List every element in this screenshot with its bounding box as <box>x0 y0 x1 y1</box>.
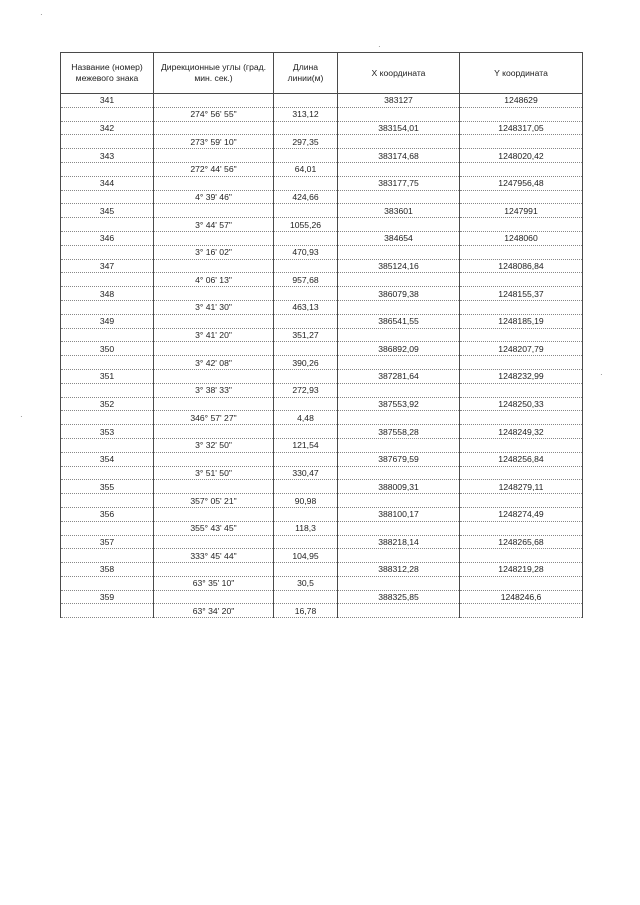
empty-cell <box>274 121 338 135</box>
mark-name-cell: 354 <box>61 452 154 466</box>
line-length-cell: 330,47 <box>274 466 338 480</box>
empty-cell <box>61 190 154 204</box>
empty-cell <box>61 273 154 287</box>
empty-cell <box>460 549 583 563</box>
mark-name-cell: 355 <box>61 480 154 494</box>
line-length-cell: 90,98 <box>274 494 338 508</box>
empty-cell <box>460 466 583 480</box>
empty-cell <box>460 162 583 176</box>
line-length-cell: 351,27 <box>274 328 338 342</box>
table-row-point <box>61 535 583 549</box>
empty-cell <box>338 466 460 480</box>
scan-speck: · <box>20 412 23 421</box>
empty-cell <box>338 300 460 314</box>
direction-angle-cell: 3° 44' 57" <box>154 218 274 232</box>
table-row-point <box>61 425 583 439</box>
y-coordinate-cell: 1248232,99 <box>460 369 583 383</box>
x-coordinate-cell: 384654 <box>338 231 460 245</box>
empty-cell <box>460 576 583 590</box>
direction-angle-cell: 3° 41' 30" <box>154 300 274 314</box>
x-coordinate-cell: 383174,68 <box>338 149 460 163</box>
table-row-point <box>61 176 583 190</box>
x-coordinate-cell: 383601 <box>338 204 460 218</box>
scan-speck: · <box>378 42 381 51</box>
empty-cell <box>274 176 338 190</box>
empty-cell <box>338 245 460 259</box>
mark-name-cell: 343 <box>61 149 154 163</box>
table-row-point <box>61 590 583 604</box>
table-row-point <box>61 287 583 301</box>
empty-cell <box>338 438 460 452</box>
table-row-point <box>61 480 583 494</box>
empty-cell <box>460 438 583 452</box>
y-coordinate-cell: 1247991 <box>460 204 583 218</box>
empty-cell <box>460 521 583 535</box>
empty-cell <box>274 259 338 273</box>
table-row-segment <box>61 162 583 176</box>
empty-cell <box>460 300 583 314</box>
table-row-point <box>61 507 583 521</box>
table-body <box>61 94 583 618</box>
mark-name-cell: 350 <box>61 342 154 356</box>
direction-angle-cell: 355° 43' 45" <box>154 521 274 535</box>
empty-cell <box>338 162 460 176</box>
mark-name-cell: 342 <box>61 121 154 135</box>
empty-cell <box>154 480 274 494</box>
table-row-segment <box>61 411 583 425</box>
empty-cell <box>338 107 460 121</box>
empty-cell <box>460 135 583 149</box>
empty-cell <box>460 494 583 508</box>
mark-name-cell: 358 <box>61 563 154 577</box>
table-row-segment <box>61 466 583 480</box>
empty-cell <box>154 314 274 328</box>
y-coordinate-cell: 1248155,37 <box>460 287 583 301</box>
table-row-segment <box>61 190 583 204</box>
table-row-segment <box>61 356 583 370</box>
table-row-point <box>61 149 583 163</box>
empty-cell <box>61 107 154 121</box>
line-length-cell: 470,93 <box>274 245 338 259</box>
empty-cell <box>274 149 338 163</box>
empty-cell <box>61 466 154 480</box>
empty-cell <box>61 494 154 508</box>
x-coordinate-cell: 385124,16 <box>338 259 460 273</box>
direction-angle-cell: 3° 32' 50" <box>154 438 274 452</box>
x-coordinate-cell: 388009,31 <box>338 480 460 494</box>
empty-cell <box>61 411 154 425</box>
header-x-coordinate: X координата <box>338 53 460 94</box>
line-length-cell: 390,26 <box>274 356 338 370</box>
empty-cell <box>338 576 460 590</box>
empty-cell <box>274 342 338 356</box>
empty-cell <box>460 245 583 259</box>
header-direction-angle: Дирекционные углы (град. мин. сек.) <box>154 53 274 94</box>
empty-cell <box>338 190 460 204</box>
direction-angle-cell: 3° 41' 20" <box>154 328 274 342</box>
x-coordinate-cell: 388218,14 <box>338 535 460 549</box>
survey-coordinates-table <box>60 52 583 618</box>
y-coordinate-cell: 1248250,33 <box>460 397 583 411</box>
table-row-point <box>61 369 583 383</box>
direction-angle-cell: 3° 51' 50" <box>154 466 274 480</box>
empty-cell <box>154 535 274 549</box>
empty-cell <box>154 231 274 245</box>
table-row-segment <box>61 576 583 590</box>
empty-cell <box>61 328 154 342</box>
direction-angle-cell: 333° 45' 44" <box>154 549 274 563</box>
direction-angle-cell: 3° 38' 33" <box>154 383 274 397</box>
x-coordinate-cell: 387679,59 <box>338 452 460 466</box>
header-line-length: Длина линии(м) <box>274 53 338 94</box>
y-coordinate-cell: 1248274,49 <box>460 507 583 521</box>
table-row-point <box>61 231 583 245</box>
empty-cell <box>61 521 154 535</box>
line-length-cell: 16,78 <box>274 604 338 618</box>
x-coordinate-cell: 386892,09 <box>338 342 460 356</box>
line-length-cell: 313,12 <box>274 107 338 121</box>
empty-cell <box>274 507 338 521</box>
table-row-point <box>61 259 583 273</box>
mark-name-cell: 341 <box>61 94 154 108</box>
empty-cell <box>61 604 154 618</box>
scan-speck: · <box>40 10 43 19</box>
empty-cell <box>338 411 460 425</box>
line-length-cell: 64,01 <box>274 162 338 176</box>
empty-cell <box>61 356 154 370</box>
table-row-segment <box>61 218 583 232</box>
line-length-cell: 272,93 <box>274 383 338 397</box>
x-coordinate-cell: 387281,64 <box>338 369 460 383</box>
table-header-row <box>61 53 583 94</box>
table-row-point <box>61 563 583 577</box>
table-row-point <box>61 204 583 218</box>
table-row-segment <box>61 383 583 397</box>
line-length-cell: 30,5 <box>274 576 338 590</box>
direction-angle-cell: 357° 05' 21" <box>154 494 274 508</box>
x-coordinate-cell: 388312,28 <box>338 563 460 577</box>
table-row-segment <box>61 604 583 618</box>
y-coordinate-cell: 1248219,28 <box>460 563 583 577</box>
mark-name-cell: 359 <box>61 590 154 604</box>
table-row-point <box>61 121 583 135</box>
direction-angle-cell: 274° 56' 55" <box>154 107 274 121</box>
y-coordinate-cell: 1248185,19 <box>460 314 583 328</box>
empty-cell <box>338 521 460 535</box>
line-length-cell: 121,54 <box>274 438 338 452</box>
empty-cell <box>274 590 338 604</box>
table-row-segment <box>61 521 583 535</box>
empty-cell <box>338 604 460 618</box>
y-coordinate-cell: 1248060 <box>460 231 583 245</box>
empty-cell <box>460 411 583 425</box>
empty-cell <box>460 328 583 342</box>
empty-cell <box>154 204 274 218</box>
table-row-segment <box>61 300 583 314</box>
x-coordinate-cell: 386079,38 <box>338 287 460 301</box>
line-length-cell: 1055,26 <box>274 218 338 232</box>
line-length-cell: 424,66 <box>274 190 338 204</box>
empty-cell <box>154 452 274 466</box>
empty-cell <box>274 563 338 577</box>
y-coordinate-cell: 1248279,11 <box>460 480 583 494</box>
empty-cell <box>338 135 460 149</box>
empty-cell <box>274 535 338 549</box>
mark-name-cell: 356 <box>61 507 154 521</box>
mark-name-cell: 344 <box>61 176 154 190</box>
empty-cell <box>338 494 460 508</box>
x-coordinate-cell: 383154,01 <box>338 121 460 135</box>
empty-cell <box>274 231 338 245</box>
line-length-cell: 957,68 <box>274 273 338 287</box>
direction-angle-cell: 63° 34' 20" <box>154 604 274 618</box>
x-coordinate-cell: 388100,17 <box>338 507 460 521</box>
x-coordinate-cell: 383177,75 <box>338 176 460 190</box>
empty-cell <box>61 549 154 563</box>
empty-cell <box>274 287 338 301</box>
table-row-segment <box>61 549 583 563</box>
x-coordinate-cell: 387558,28 <box>338 425 460 439</box>
line-length-cell: 118,3 <box>274 521 338 535</box>
header-mark-name: Название (номер) межевого знака <box>61 53 154 94</box>
empty-cell <box>154 259 274 273</box>
direction-angle-cell: 272° 44' 56" <box>154 162 274 176</box>
empty-cell <box>338 273 460 287</box>
table-row-segment <box>61 494 583 508</box>
empty-cell <box>61 245 154 259</box>
empty-cell <box>61 300 154 314</box>
y-coordinate-cell: 1248246,6 <box>460 590 583 604</box>
empty-cell <box>274 480 338 494</box>
empty-cell <box>154 342 274 356</box>
empty-cell <box>154 121 274 135</box>
empty-cell <box>274 425 338 439</box>
mark-name-cell: 346 <box>61 231 154 245</box>
y-coordinate-cell: 1248020,42 <box>460 149 583 163</box>
y-coordinate-cell: 1248317,05 <box>460 121 583 135</box>
x-coordinate-cell: 387553,92 <box>338 397 460 411</box>
empty-cell <box>274 94 338 108</box>
mark-name-cell: 347 <box>61 259 154 273</box>
empty-cell <box>460 604 583 618</box>
empty-cell <box>154 590 274 604</box>
table-row-segment <box>61 107 583 121</box>
empty-cell <box>61 218 154 232</box>
empty-cell <box>154 425 274 439</box>
header-y-coordinate: Y координата <box>460 53 583 94</box>
y-coordinate-cell: 1247956,48 <box>460 176 583 190</box>
empty-cell <box>154 507 274 521</box>
empty-cell <box>154 369 274 383</box>
x-coordinate-cell: 388325,85 <box>338 590 460 604</box>
x-coordinate-cell: 383127 <box>338 94 460 108</box>
empty-cell <box>61 438 154 452</box>
mark-name-cell: 352 <box>61 397 154 411</box>
table-row-segment <box>61 245 583 259</box>
scan-speck: · <box>600 370 603 379</box>
empty-cell <box>154 397 274 411</box>
line-length-cell: 297,35 <box>274 135 338 149</box>
y-coordinate-cell: 1248249,32 <box>460 425 583 439</box>
y-coordinate-cell: 1248086,84 <box>460 259 583 273</box>
line-length-cell: 4,48 <box>274 411 338 425</box>
line-length-cell: 463,13 <box>274 300 338 314</box>
empty-cell <box>460 356 583 370</box>
mark-name-cell: 349 <box>61 314 154 328</box>
y-coordinate-cell: 1248629 <box>460 94 583 108</box>
table-row-point <box>61 452 583 466</box>
direction-angle-cell: 4° 39' 46" <box>154 190 274 204</box>
empty-cell <box>338 549 460 563</box>
direction-angle-cell: 63° 35' 10" <box>154 576 274 590</box>
y-coordinate-cell: 1248256,84 <box>460 452 583 466</box>
table-row-segment <box>61 135 583 149</box>
mark-name-cell: 357 <box>61 535 154 549</box>
empty-cell <box>61 135 154 149</box>
empty-cell <box>460 107 583 121</box>
y-coordinate-cell: 1248265,68 <box>460 535 583 549</box>
empty-cell <box>460 383 583 397</box>
mark-name-cell: 348 <box>61 287 154 301</box>
mark-name-cell: 351 <box>61 369 154 383</box>
empty-cell <box>338 383 460 397</box>
empty-cell <box>154 176 274 190</box>
table-row-segment <box>61 328 583 342</box>
table-row-point <box>61 397 583 411</box>
empty-cell <box>154 149 274 163</box>
empty-cell <box>460 273 583 287</box>
direction-angle-cell: 4° 06' 13" <box>154 273 274 287</box>
empty-cell <box>274 204 338 218</box>
empty-cell <box>338 218 460 232</box>
table-row-point <box>61 314 583 328</box>
direction-angle-cell: 3° 16' 02" <box>154 245 274 259</box>
empty-cell <box>154 94 274 108</box>
mark-name-cell: 353 <box>61 425 154 439</box>
empty-cell <box>460 218 583 232</box>
empty-cell <box>61 383 154 397</box>
y-coordinate-cell: 1248207,79 <box>460 342 583 356</box>
empty-cell <box>460 190 583 204</box>
empty-cell <box>154 563 274 577</box>
empty-cell <box>338 328 460 342</box>
line-length-cell: 104,95 <box>274 549 338 563</box>
empty-cell <box>274 369 338 383</box>
table-row-point <box>61 342 583 356</box>
empty-cell <box>154 287 274 301</box>
direction-angle-cell: 346° 57' 27" <box>154 411 274 425</box>
table-row-point <box>61 94 583 108</box>
empty-cell <box>274 314 338 328</box>
empty-cell <box>274 452 338 466</box>
direction-angle-cell: 273° 59' 10" <box>154 135 274 149</box>
empty-cell <box>61 576 154 590</box>
table-row-segment <box>61 438 583 452</box>
empty-cell <box>61 162 154 176</box>
x-coordinate-cell: 386541,55 <box>338 314 460 328</box>
mark-name-cell: 345 <box>61 204 154 218</box>
direction-angle-cell: 3° 42' 08" <box>154 356 274 370</box>
table-row-segment <box>61 273 583 287</box>
empty-cell <box>274 397 338 411</box>
empty-cell <box>338 356 460 370</box>
